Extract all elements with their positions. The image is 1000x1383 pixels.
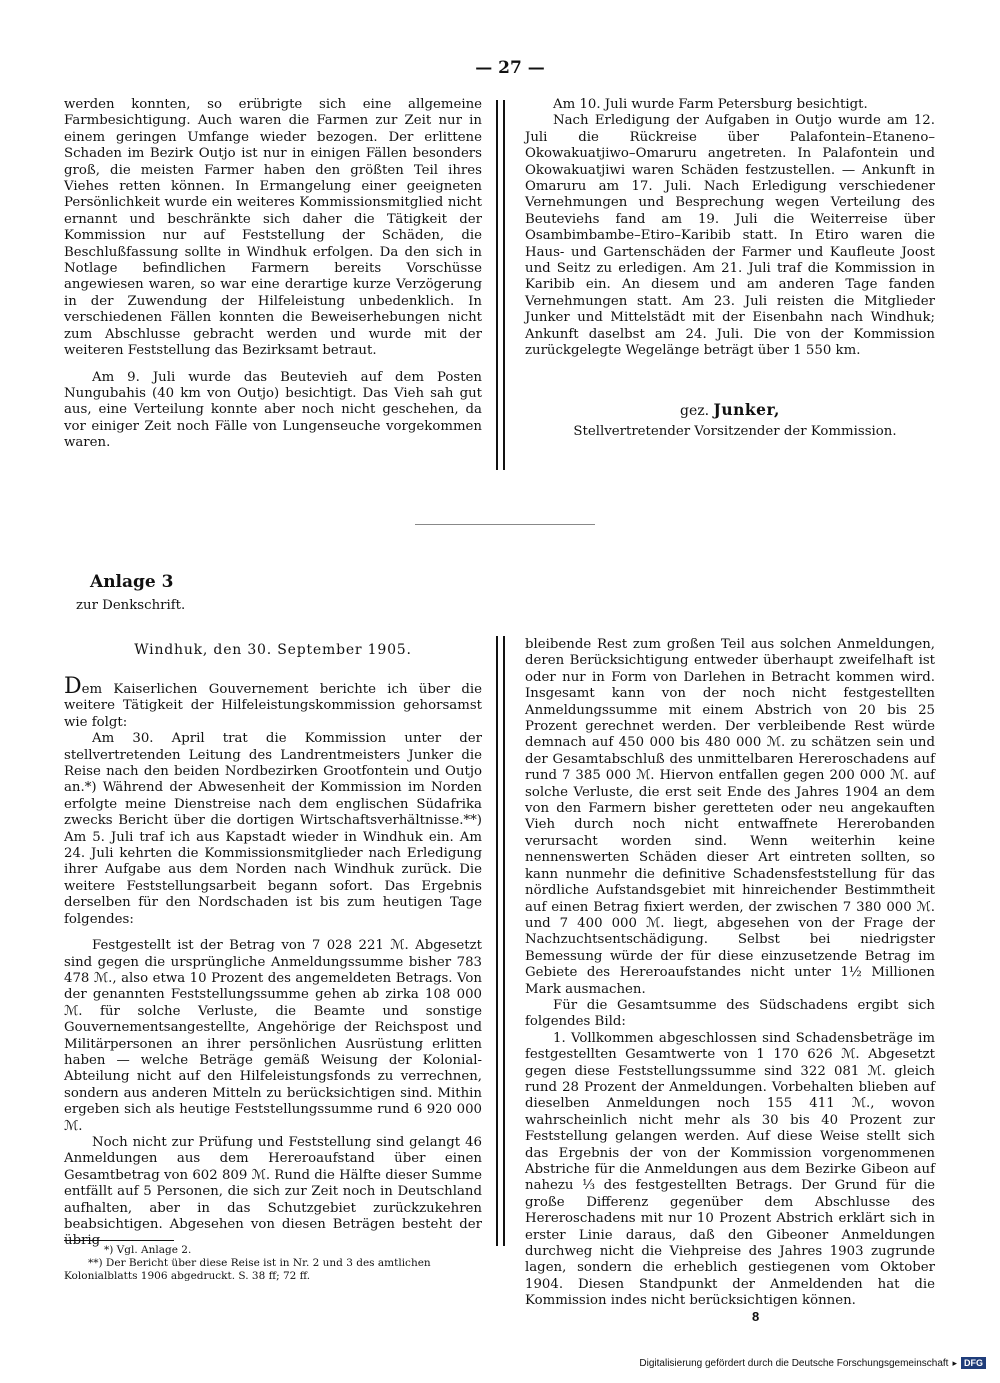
section-separator: [415, 524, 595, 525]
sheet-number: 8: [752, 1309, 760, 1324]
paragraph: Am 30. April trat die Kommission unter der stellvertretenden Leitung des Landrentmeisters Junker die Reise nach den beiden Nordbezirken Grootfontein und Outjo an.*) Während der Abwesenheit der Kommission im Norden erfolgte meine Dienstreise nach dem englischen Südafrika zwecks Bericht über die dortigen Wirtschaftsverhältnisse.**) Am 5. Juli traf ich aus Kapstadt wieder in Windhuk ein. Am 24. Juli kehrten die Kommissionsmitglieder nach Erledigung ihrer Aufgabe aus dem Norden nach Windhuk zurück. Die weitere Feststellungsarbeit begann sofort. Das Ergebnis derselben für den Nordschaden ist bis zum heutigen Tage folgendes:: [64, 731, 482, 927]
annex-title: Anlage 3: [90, 572, 174, 592]
paragraph: Am 10. Juli wurde Farm Petersburg besichtigt.: [553, 97, 868, 112]
footnotes: [64, 1244, 482, 1283]
column-divider: [496, 636, 505, 1246]
paragraph: Festgestellt ist der Betrag von 7 028 221 ℳ. Abgesetzt sind gegen die ursprüngliche Anmeldungssumme bisher 783 478 ℳ., also etwa 10 Prozent des angemeldeten Betrags. Von der genannten Feststellungssumme gehen ab zirka 108 000 ℳ. für solche Verluste, die Beamte und sonstige Gouvernementsangestellte, Angehörige der Reichspost und Militärpersonen an ihrer persönlichen Ausrüstung erlitten haben — welche Beträge gemäß Weisung der Kolonial-Abteilung nicht auf den Hilfeleistungsfonds zu verrechnen, sondern aus anderen Mitteln zu berücksichtigen sind. Mithin ergeben sich als heutige Feststellungssumme rund 6 920 000 ℳ.: [64, 938, 482, 1134]
arrow-icon: ▸: [952, 1357, 957, 1368]
drop-cap: D: [64, 674, 82, 699]
signed-prefix: gez.: [680, 403, 710, 419]
signed-name: Junker,: [713, 400, 780, 419]
paragraph: [64, 674, 482, 731]
paragraph-text: em Kaiserlichen Gouvernement berichte ich über die weitere Tätigkeit der Hilfeleistungskommission gehorsamst wie folgt:: [64, 682, 482, 730]
credit-text: Digitalisierung gefördert durch die Deutsche Forschungsgemeinschaft: [639, 1357, 949, 1369]
bottom-right-column: [525, 637, 935, 1310]
bottom-left-column: [64, 674, 482, 1250]
paragraph: bleibende Rest zum großen Teil aus solchen Anmeldungen, deren Berücksichtigung entweder überhaupt zweifelhaft ist oder nur in Form von Darlehen in Betracht kommen wird. Insgesamt kann von der noch nicht festgestellten Anmeldungssumme mit einem Abstrich von 20 bis 25 Prozent gerechnet werden. Der verbleibende Rest würde demnach auf 450 000 bis 480 000 ℳ. zu schätzen sein und der Gesamtabschluß des unmittelbaren Hereroschadens auf rund 7 385 000 ℳ. Hiervon entfallen gegen 200 000 ℳ. auf solche Verluste, die erst seit Ende des Jahres 1904 an dem von den Farmern bisher geretteten oder neu angekauften Vieh durch noch nicht entwaffnete Hererobanden verursacht worden sind. Wenn weiterhin keine nennenswerten Schäden dieser Art eintreten sollten, so kann nunmehr die definitive Schadensfeststellung für das nördliche Aufstandsgebiet mit hinreichender Bestimmtheit auf einen Betrag fixiert werden, der zwischen 7 380 000 ℳ. und 7 400 000 ℳ. liegt, abgesehen von der Frage der Nachzuchtsentschädigung. Selbst bei niedrigster Bemessung würde der für diese einzusetzende Betrag im Gebiete des Hereroaufstandes nicht unter 1½ Millionen Mark ausmachen.: [525, 637, 935, 997]
paragraph: Für die Gesamtsumme des Südschadens ergibt sich folgendes Bild:: [525, 997, 935, 1030]
top-right-column: [525, 97, 935, 360]
place-date: Windhuk, den 30. September 1905.: [134, 642, 412, 658]
signed-role: Stellvertretender Vorsitzender der Kommission.: [573, 424, 897, 439]
annex-subtitle: zur Denkschrift.: [76, 598, 186, 613]
paragraph: Noch nicht zur Prüfung und Feststellung sind gelangt 46 Anmeldungen aus dem Hereroaufstand über einen Gesamtbetrag von 602 809 ℳ. Rund die Hälfte dieser Summe entfällt auf 5 Personen, die sich zur Zeit noch in Deutschland aufhalten, aber in das Schutzgebiet zurückzukehren beabsichtigen. Abgesehen von diesen Beträgen besteht der übrig: [64, 1134, 482, 1249]
footnote: **) Der Bericht über diese Reise ist in Nr. 2 und 3 des amtlichen Kolonialblatts 1906 abgedruckt. S. 38 ff; 72 ff.: [64, 1257, 431, 1282]
signature-line: [560, 400, 900, 419]
page-number: — 27 —: [475, 58, 545, 78]
paragraph: werden konnten, so erübrigte sich eine allgemeine Farmbesichtigung. Auch waren die Farmen zur Zeit nur in einem geringen Umfange wieder bezogen. Der erlittene Schaden im Bezirk Outjo ist nur in einigen Fällen besonders groß, die meisten Farmer haben den größten Teil ihres Viehes retten können. In Ermangelung einer geeigneten Persönlichkeit wurde ein weiteres Kommissionsmitglied nicht ernannt und beschränkte sich daher die Tätigkeit der Kommission nur auf Feststellung der Schäden, die Beschlußfassung sollte in Windhuk erfolgen. Da den sich in Notlage befindlichen Farmern bereits Vorschüsse angewiesen waren, so war eine derartige kurze Verzögerung in der Zuwendung der Hilfeleistung unbedenklich. In verschiedenen Fällen konnten die Beweiserhebungen nicht zum Abschlusse gebracht werden und wurde mit der weiteren Feststellung das Bezirksamt betraut.: [64, 97, 482, 359]
top-left-column: [64, 97, 482, 452]
paragraph: Nach Erledigung der Aufgaben in Outjo wurde am 12. Juli die Rückreise über Palafontein–Etaneno–Okowakuatjiwo–Omaruru angetreten. In Palafontein und Okowakuatjiwi waren Schäden festzustellen. — Ankunft in Omaruru am 17. Juli. Nach Erledigung verschiedener Vernehmungen und Besprechung wegen Verteilung des Beuteviehs fand am 19. Juli die Weiterreise über Osambimbambe–Etiro–Karibib statt. In Etiro waren die Haus- und Gartenschäden der Farmer und Kaufleute Joost und Seitz zu erledigen. Am 21. Juli traf die Kommission in Karibib ein. An diesem und am anderen Tage fanden Vernehmungen statt. Am 23. Juli reisten die Mitglieder Junker und Mittelstädt mit der Eisenbahn nach Windhuk; Ankunft daselbst am 24. Juli. Die von der Kommission zurückgelegte Wegelänge beträgt über 1 550 km.: [525, 113, 935, 359]
footnote-rule: [64, 1240, 174, 1241]
paragraph: 1. Vollkommen abgeschlossen sind Schadensbeträge im festgestellten Gesamtwerte von 1 170 626 ℳ. Abgesetzt gegen diese Feststellungssumme sind 322 081 ℳ. gleich rund 28 Prozent der Anmeldungen. Vorbehalten blieben auf dieselben Anmeldungen noch 155 411 ℳ., wovon wahrscheinlich nicht mehr als 30 bis 40 Prozent zur Feststellung gelangen werden. Auf diese Weise stellt sich das Ergebnis der von der Kommission vorgenommenen Abstriche für die Anmeldungen aus dem Bezirke Gibeon auf nahezu ⅓ des festgestellten Betrags. Der Grund für die große Differenz gegenüber dem Abschlusse des Hereroschadens mit nur 10 Prozent Abstrich erklärt sich in erster Linie daraus, daß den Gibeoner Anmeldungen durchweg nicht die Viehpreise des Jahres 1903 zugrunde lagen, sondern die erheblich gestiegenen vom Oktober 1904. Diesen Standpunkt der Anmeldenden hat die Kommission indes nicht berücksichtigen können.: [525, 1030, 935, 1309]
dfg-logo-icon: DFG: [961, 1357, 986, 1369]
footnote: *) Vgl. Anlage 2.: [104, 1244, 192, 1256]
digitization-credit: [639, 1357, 986, 1369]
column-divider: [496, 100, 505, 470]
paragraph: Am 9. Juli wurde das Beutevieh auf dem Posten Nungubahis (40 km von Outjo) besichtigt. Das Vieh sah gut aus, eine Verteilung konnte aber noch nicht geschehen, da vor einiger Zeit noch Fälle von Lungenseuche vorgekommen waren.: [64, 369, 482, 451]
